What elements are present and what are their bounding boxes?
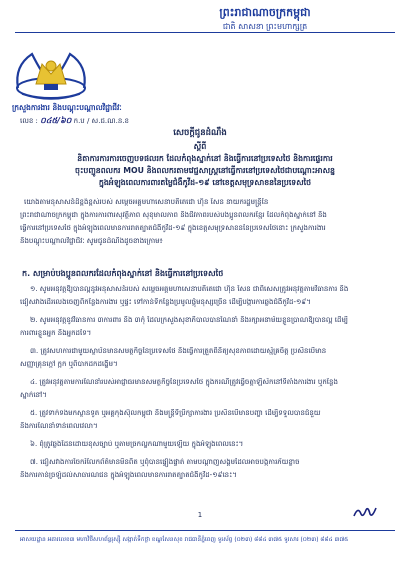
- page-number: 1: [197, 511, 203, 519]
- subject-line: និតាការការការចេញបទផលរក ដែលកំពុងស្នាក់នៅ និងធ្វើការនៅប្រទេសថៃ និងការផ្ទេរការ: [77, 154, 333, 163]
- item-2-line: ការពារខ្លួនអ្នក និងអ្នកដទៃ។: [20, 329, 92, 337]
- reference-suffix: ក.ប / ស.ជ.ណ.ន.ខ: [73, 117, 130, 125]
- document-subject: [40, 153, 370, 188]
- ministry-name: ក្រសួងការងារ និងបណ្តុះបណ្តាលវិជ្ជាជីវៈ: [12, 103, 122, 112]
- intro-line: យោងតាមនុសាសន៍ដ៏ខ្ពង់ខ្ពស់របស់ សម្តេចអគ្គមហាសេនាបតីតេជោ ហ៊ុន សែន នាយករដ្ឋមន្ត្រីនៃ: [24, 198, 269, 206]
- item-3-line: ៣. ត្រូវសហការជាមួយស្ថាប័នមានសមត្ថកិច្ចនៃប្រទេសថៃ និងធ្វើការត្រួតពិនិត្យសុខភាពដោយស្ម័គ្រចិត្ត ប្រសិនបើមាន: [30, 347, 327, 355]
- section-a-heading: ក. សម្រាប់បងប្អូនពលករដែលកំពុងស្នាក់នៅ និងធ្វើការនៅប្រទេសថៃ: [22, 269, 224, 278]
- item-4-line: ស្នាក់នៅ។: [20, 391, 47, 399]
- intro-line: ធ្វើការនៅប្រទេសថៃ ក្នុងអំឡុងពេលមានការរាតត្បាតជំងឺកូវីដ-១៩ ក្នុងខេត្តសមុទ្រសាខននៃប្រទេសថៃនោះ ក្រសួងការងារ: [20, 224, 326, 232]
- reference-handwritten: ០៤៥/៦០: [40, 116, 72, 125]
- intro-line: ព្រះរាជាណាចក្រកម្ពុជា ក្នុងការការពារសុវត្ថិភាព សុខុមាលភាព និងជីវភាពរបស់បងប្អូនពលករខ្មែរ ដែលកំពុងស្នាក់នៅ និង: [20, 211, 327, 219]
- reference-label: លេខ :: [20, 117, 38, 125]
- item-1-line: ជៀសវាងដើរលេងចេញពីកន្លែងការងារ ឬផ្ទះ ទៅកាន់ទីកន្លែងប្រមូលផ្តុំមនុស្សច្រើន ដើម្បីបង្ការការឆ្លងជំងឺកូវីដ-១៩។: [20, 298, 311, 306]
- item-7-line: ៧. ជៀសវាងការចែករំលែកព័ត៌មានមិនពិត ឬពុំបានផ្ទៀងផ្ទាត់ តាមបណ្តាញសង្គមដែលអាចបង្កការភ័យខ្លាច: [30, 458, 300, 466]
- item-3-line: សញ្ញាគ្រុនក្តៅ ក្អក ឬពិបាកដកដង្ហើម។: [20, 360, 118, 368]
- item-5-line: និងការណែនាំទាន់ពេលវេលា។: [20, 422, 98, 430]
- subject-line: ក្នុងអំឡុងពេលការពារតម្លៃជំងឺកូវីដ-១៩ នៅខេត្តសមុទ្រសាខននៃប្រទេសថៃ: [98, 177, 312, 187]
- header-divider: [15, 32, 395, 33]
- document-heading: សេចក្តីជូនដំណឹង: [173, 128, 227, 138]
- item-1-line: ១. សូមអនុវត្តឱ្យបានល្អនូវអនុសាសន៍របស់ សម្តេចអគ្គមហាសេនាបតីតេជោ ហ៊ុន សែន ជាពិសេសត្រូវអនុវត្តតាមវិធានការ និង: [30, 285, 349, 293]
- item-6-line: ៦. ពុំត្រូវឆ្លងដែនដោយខុសច្បាប់ ឬតាមច្រកល្ហកណាមួយឡើយ ក្នុងអំឡុងពេលនេះ។: [30, 440, 244, 448]
- item-5-line: ៥. ត្រូវទាក់ទងមកស្ថានទូត ឬអគ្គកុងស៊ុលកម្ពុជា និងមន្ត្រីទីប្រឹក្សាការងារ ប្រសិនបើមានបញ្ហា ដើម្បីទទួលបានជំនួយ: [30, 409, 321, 417]
- national-motto: ជាតិ សាសនា ព្រះមហាក្សត្រ: [222, 22, 308, 31]
- item-7-line: និងការភាន់ច្រឡំដល់សាធារណជន ក្នុងអំឡុងពេលមានការរាតត្បាតជំងឺកូវីដ-១៩នេះ។: [20, 471, 237, 479]
- subject-line: ចុះបញ្ជូនពលករ MOU និងពលករតាមវេជ្ជសាស្ត្រនៅធ្វើការនៅប្រទេសថៃជាបណ្តោះអាសន្ន: [75, 165, 335, 175]
- ministry-logo-icon: [8, 44, 94, 106]
- intro-line: និងបណ្តុះបណ្តាលវិជ្ជាជីវៈ សូមជូនដំណឹងដូចខាងក្រោម៖: [20, 237, 163, 245]
- item-2-line: ២. សូមអនុវត្តនូវវិធានការ ៣ការពារ និង ៣កុំ ដែលក្រសួងសុខាភិបាលបានណែនាំ និងរក្សាអនាម័យខ្លួនប្រាណឱ្យបានល្អ ដើម្បី: [30, 316, 348, 324]
- signature-icon: [352, 504, 378, 520]
- document-about: ស្តីពី: [193, 142, 207, 151]
- reference-number: [20, 115, 250, 127]
- kingdom-title: ព្រះរាជាណាចក្រកម្ពុជា: [219, 6, 311, 19]
- footer-address: អាសយដ្ឋាន អគារលេខ៣ មហាវិថីសហព័ន្ធរុស្ស៊ី សង្កាត់ទឹកថ្លា ខណ្ឌសែនសុខ រាជធានីភ្នំពេញ ទូរស័ព្ទ (០២៣) ៨៨៤ ៣៧៥ ទូរសារ (០២៣) ៨៨៤ ៣៧៥: [20, 537, 349, 543]
- footer-divider: [15, 530, 395, 531]
- item-4-line: ៤. ត្រូវអនុវត្តតាមការណែនាំរបស់អាជ្ញាធរមានសមត្ថកិច្ចនៃប្រទេសថៃ ក្នុងករណីត្រូវធ្វើចត្តាឡីស័កនៅទីតាំងការងារ ឬកន្លែង: [30, 378, 338, 386]
